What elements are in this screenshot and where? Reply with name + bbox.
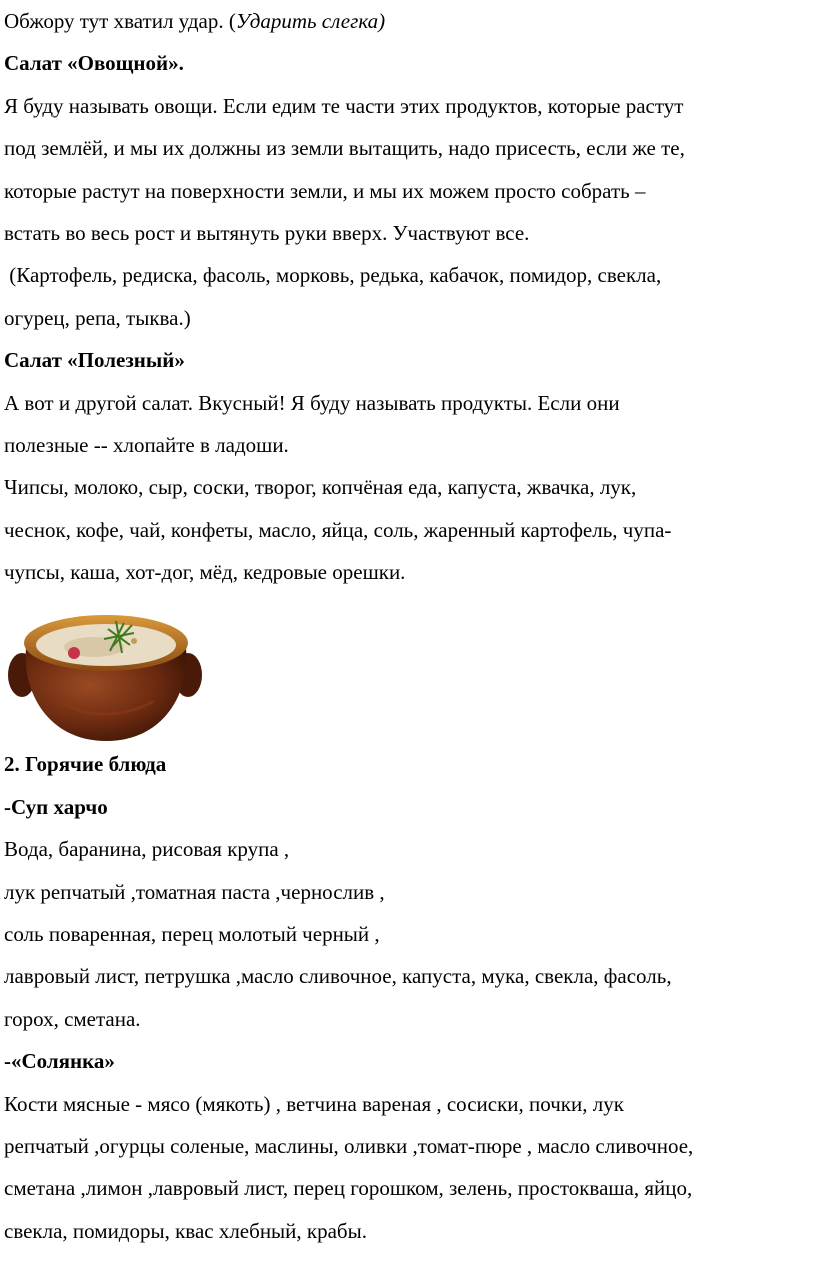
- paragraph-line: чупсы, каша, хот-дог, мёд, кедровые орешки.: [4, 560, 406, 585]
- paragraph-line: свекла, помидоры, квас хлебный, крабы.: [4, 1218, 367, 1243]
- paragraph-line: лук репчатый ,томатная паста ,чернослив ,: [4, 879, 385, 904]
- intro-italic-text: Ударить слегка): [235, 9, 386, 33]
- paragraph-line: лавровый лист, петрушка ,масло сливочное, капуста, мука, свекла, фасоль,: [4, 964, 672, 989]
- paragraph-line: Кости мясные - мясо (мякоть) , ветчина вареная , сосиски, почки, лук: [4, 1091, 624, 1116]
- salad-healthy-heading: Салат «Полезный»: [4, 348, 185, 373]
- salad-vegetable-heading: Салат «Овощной».: [4, 51, 184, 76]
- paragraph-line: встать во весь рост и вытянуть руки вверх. Участвуют все.: [4, 220, 530, 245]
- solyanka-heading: -«Солянка»: [4, 1049, 115, 1074]
- intro-line: [4, 0, 812, 42]
- paragraph-line: Чипсы, молоко, сыр, соски, творог, копчёная еда, капуста, жвачка, лук,: [4, 475, 637, 500]
- paragraph-line: чеснок, кофе, чай, конфеты, масло, яйца, соль, жаренный картофель, чупа-: [4, 517, 672, 542]
- paragraph-line: репчатый ,огурцы соленые, маслины, оливки ,томат-пюре , масло сливочное,: [4, 1133, 694, 1158]
- paragraph-line: Я буду называть овощи. Если едим те части этих продуктов, которые растут: [4, 93, 684, 118]
- paragraph-line: Вода, баранина, рисовая крупа ,: [4, 837, 290, 862]
- intro-text: Обжору тут хватил удар. (: [4, 9, 236, 33]
- paragraph-line: горох, сметана.: [4, 1006, 141, 1031]
- paragraph-line: А вот и другой салат. Вкусный! Я буду называть продукты. Если они: [4, 390, 620, 415]
- paragraph-line: сметана ,лимон ,лавровый лист, перец горошком, зелень, простокваша, яйцо,: [4, 1176, 693, 1201]
- paragraph-line: под землёй, и мы их должны из земли вытащить, надо присесть, если же те,: [4, 136, 685, 161]
- paragraph-line: которые растут на поверхности земли, и мы их можем просто собрать –: [4, 178, 646, 203]
- document-page: [4, 0, 812, 1252]
- paragraph-line: (Картофель, редиска, фасоль, морковь, редька, кабачок, помидор, свекла,: [4, 263, 662, 288]
- clay-pot-with-soup-icon: [4, 593, 204, 743]
- soup-kharcho-heading: -Суп харчо: [4, 794, 108, 819]
- hot-dishes-heading: 2. Горячие блюда: [4, 752, 167, 777]
- paragraph-line: огурец, репа, тыква.): [4, 305, 191, 330]
- pot-image: [4, 593, 812, 743]
- paragraph-line: полезные -- хлопайте в ладоши.: [4, 432, 289, 457]
- paragraph-line: соль поваренная, перец молотый черный ,: [4, 922, 380, 947]
